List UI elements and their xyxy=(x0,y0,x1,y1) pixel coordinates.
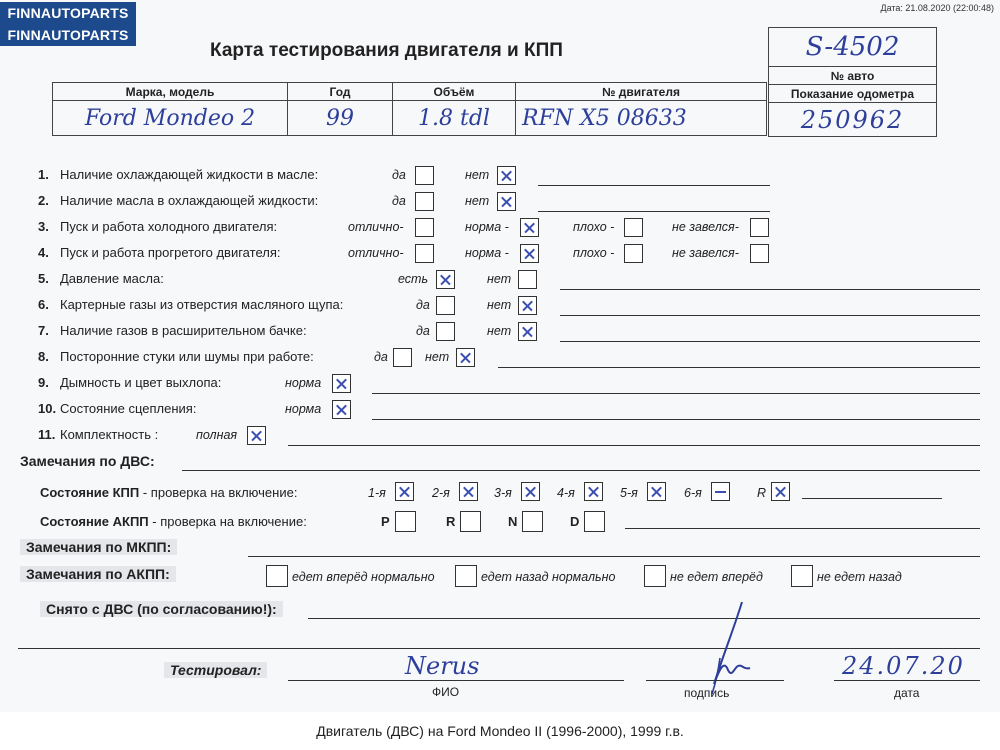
item-number: 8. xyxy=(38,349,49,364)
item-label: Посторонние стуки или шумы при работе: xyxy=(60,349,314,364)
removed-label: Снято с ДВС (по согласованию!): xyxy=(40,601,283,617)
item-number: 11. xyxy=(38,427,56,442)
watermark-logo-2: FINNAUTOPARTS xyxy=(0,24,136,46)
item-number: 6. xyxy=(38,297,49,312)
akpp-label: Состояние АКПП xyxy=(40,514,149,529)
option-checkbox[interactable] xyxy=(750,218,769,237)
item-number: 5. xyxy=(38,271,49,286)
gear-label: 2-я xyxy=(432,486,450,500)
date-value: 24.07.20 xyxy=(842,652,965,680)
option-checkbox[interactable] xyxy=(518,322,537,341)
kpp-suffix: - проверка на включение: xyxy=(139,485,298,500)
option-label: норма - xyxy=(465,220,509,234)
option-checkbox[interactable] xyxy=(436,296,455,315)
option-checkbox[interactable] xyxy=(332,374,351,393)
option-checkbox[interactable] xyxy=(497,166,516,185)
engine-remarks-line[interactable] xyxy=(182,470,980,471)
page-title: Карта тестирования двигателя и КПП xyxy=(210,40,563,61)
tested-label: Тестировал: xyxy=(164,662,267,678)
option-checkbox[interactable] xyxy=(393,348,412,367)
option-checkbox[interactable] xyxy=(436,322,455,341)
engine-remarks-label: Замечания по ДВС: xyxy=(20,453,155,469)
option-checkbox[interactable] xyxy=(332,400,351,419)
option-checkbox[interactable] xyxy=(624,218,643,237)
mode-checkbox[interactable] xyxy=(522,511,543,532)
date-stamp: Дата: 21.08.2020 (22:00:48) xyxy=(880,3,994,13)
option-checkbox[interactable] xyxy=(497,192,516,211)
akpp-row-label xyxy=(40,514,307,529)
option-checkbox[interactable] xyxy=(415,244,434,263)
item-label: Давление масла: xyxy=(60,271,164,286)
mode-checkbox[interactable] xyxy=(460,511,481,532)
odometer-value: 250962 xyxy=(769,103,937,137)
brand-model-value: Ford Mondeo 2 xyxy=(53,101,288,136)
mode-label: N xyxy=(508,514,518,529)
date-line[interactable] xyxy=(834,680,980,681)
option-checkbox[interactable] xyxy=(247,426,266,445)
volume-value: 1.8 tdl xyxy=(393,101,516,136)
option-checkbox[interactable] xyxy=(415,166,434,185)
gear-checkbox[interactable] xyxy=(459,482,478,501)
option-label: да xyxy=(416,298,430,312)
item-label: Наличие масла в охлаждающей жидкости: xyxy=(60,193,319,208)
fio-label: ФИО xyxy=(432,685,460,699)
item-label: Картерные газы из отверстия масляного щупа: xyxy=(60,297,344,312)
gear-checkbox[interactable] xyxy=(584,482,603,501)
col-engine-number: № двигателя xyxy=(516,83,767,101)
vehicle-header-table xyxy=(52,82,767,136)
item-number: 9. xyxy=(38,375,49,390)
watermark-logo: FINNAUTOPARTS xyxy=(0,2,136,24)
item-label: Наличие охлаждающей жидкости в масле: xyxy=(60,167,319,182)
gear-checkbox[interactable] xyxy=(647,482,666,501)
mode-label: D xyxy=(570,514,580,529)
gear-checkbox[interactable] xyxy=(711,482,730,501)
item-label: Наличие газов в расширительном бачке: xyxy=(60,323,307,338)
kpp-line[interactable] xyxy=(802,498,942,499)
option-label: да xyxy=(374,350,388,364)
item-number: 3. xyxy=(38,219,49,234)
auto-id-label: № авто xyxy=(769,67,937,85)
option-label: норма xyxy=(285,376,322,390)
item-notes-line[interactable] xyxy=(372,419,980,420)
item-notes-line[interactable] xyxy=(560,289,980,290)
mode-label: R xyxy=(446,514,456,529)
mode-checkbox[interactable] xyxy=(395,511,416,532)
auto-id-box xyxy=(768,27,937,137)
kpp-row-label xyxy=(40,485,297,500)
item-label: Пуск и работа холодного двигателя: xyxy=(60,219,278,234)
auto-id-value: S-4502 xyxy=(769,28,937,67)
akpp-backward-ok-checkbox[interactable] xyxy=(455,565,477,587)
option-checkbox[interactable] xyxy=(518,296,537,315)
option-label: нет xyxy=(465,194,490,208)
item-notes-line[interactable] xyxy=(560,315,980,316)
akpp-line[interactable] xyxy=(625,528,980,529)
akpp-no-forward-label: не едет вперёд xyxy=(670,570,763,584)
option-label: плохо - xyxy=(573,246,615,260)
option-label: нет xyxy=(465,168,490,182)
kpp-label: Состояние КПП xyxy=(40,485,140,500)
col-volume: Объём xyxy=(393,83,516,101)
akpp-backward-ok-label: едет назад нормально xyxy=(481,570,616,584)
gear-label: 4-я xyxy=(557,486,575,500)
option-checkbox[interactable] xyxy=(518,270,537,289)
option-checkbox[interactable] xyxy=(456,348,475,367)
option-label: да xyxy=(392,194,406,208)
col-year: Год xyxy=(288,83,393,101)
gear-label: 3-я xyxy=(494,486,512,500)
item-notes-line[interactable] xyxy=(560,341,980,342)
item-number: 4. xyxy=(38,245,49,260)
akpp-remarks-label: Замечания по АКПП: xyxy=(20,566,176,582)
gear-checkbox[interactable] xyxy=(395,482,414,501)
option-label: не завелся- xyxy=(672,220,739,234)
gear-checkbox[interactable] xyxy=(771,482,790,501)
option-label: плохо - xyxy=(573,220,615,234)
gear-label: 5-я xyxy=(620,486,638,500)
option-checkbox[interactable] xyxy=(520,244,539,263)
option-label: нет xyxy=(487,324,512,338)
option-label: нет xyxy=(487,272,512,286)
option-label: есть xyxy=(398,272,429,286)
item-label: Дымность и цвет выхлопа: xyxy=(60,375,222,390)
mode-checkbox[interactable] xyxy=(584,511,605,532)
mkpp-remarks-line[interactable] xyxy=(248,556,980,557)
gear-checkbox[interactable] xyxy=(521,482,540,501)
akpp-no-backward-label: не едет назад xyxy=(817,570,902,584)
item-notes-line[interactable] xyxy=(538,185,770,186)
item-number: 10. xyxy=(38,401,57,416)
gear-label: 6-я xyxy=(684,486,702,500)
item-notes-line[interactable] xyxy=(498,367,980,368)
option-label: отлично- xyxy=(348,246,404,260)
option-checkbox[interactable] xyxy=(415,218,434,237)
akpp-suffix: - проверка на включение: xyxy=(148,514,307,529)
fio-line[interactable] xyxy=(288,680,624,681)
option-checkbox[interactable] xyxy=(750,244,769,263)
akpp-no-backward-checkbox[interactable] xyxy=(791,565,813,587)
option-label: нет xyxy=(487,298,512,312)
removed-line-2[interactable] xyxy=(18,648,980,649)
signature-label: подпись xyxy=(684,686,730,700)
gear-label: 1-я xyxy=(368,486,386,500)
image-caption: Двигатель (ДВС) на Ford Mondeo II (1996-2000), 1999 г.в. xyxy=(0,712,1000,750)
year-value: 99 xyxy=(288,101,393,136)
item-label: Пуск и работа прогретого двигателя: xyxy=(60,245,281,260)
option-label: отлично- xyxy=(348,220,404,234)
odometer-label: Показание одометра xyxy=(769,85,937,103)
col-brand-model: Марка, модель xyxy=(53,83,288,101)
option-checkbox[interactable] xyxy=(415,192,434,211)
item-label: Состояние сцепления: xyxy=(60,401,197,416)
option-label: не завелся- xyxy=(672,246,739,260)
option-label: полная xyxy=(196,428,238,442)
signature-line[interactable] xyxy=(646,680,784,681)
tester-name: Nerus xyxy=(405,652,480,680)
item-number: 1. xyxy=(38,167,49,182)
date-label: дата xyxy=(894,686,920,700)
option-checkbox[interactable] xyxy=(624,244,643,263)
item-notes-line[interactable] xyxy=(538,211,770,212)
gear-label: R xyxy=(757,486,767,500)
item-notes-line[interactable] xyxy=(288,445,980,446)
option-label: нет xyxy=(425,350,450,364)
item-number: 7. xyxy=(38,323,49,338)
mkpp-remarks-label: Замечания по МКПП: xyxy=(20,539,177,555)
option-label: да xyxy=(392,168,406,182)
option-checkbox[interactable] xyxy=(436,270,455,289)
option-label: да xyxy=(416,324,430,338)
mode-label: P xyxy=(381,514,390,529)
akpp-no-forward-checkbox[interactable] xyxy=(644,565,666,587)
akpp-forward-ok-label: едет вперёд нормально xyxy=(292,570,435,584)
option-label: норма xyxy=(285,402,322,416)
signature-image xyxy=(690,598,770,698)
option-checkbox[interactable] xyxy=(520,218,539,237)
akpp-forward-ok-checkbox[interactable] xyxy=(266,565,288,587)
item-notes-line[interactable] xyxy=(372,393,980,394)
option-label: норма - xyxy=(465,246,509,260)
item-label: Комплектность : xyxy=(60,427,159,442)
engine-number-value: RFN X5 08633 xyxy=(516,101,767,136)
removed-line[interactable] xyxy=(308,618,980,619)
item-number: 2. xyxy=(38,193,49,208)
